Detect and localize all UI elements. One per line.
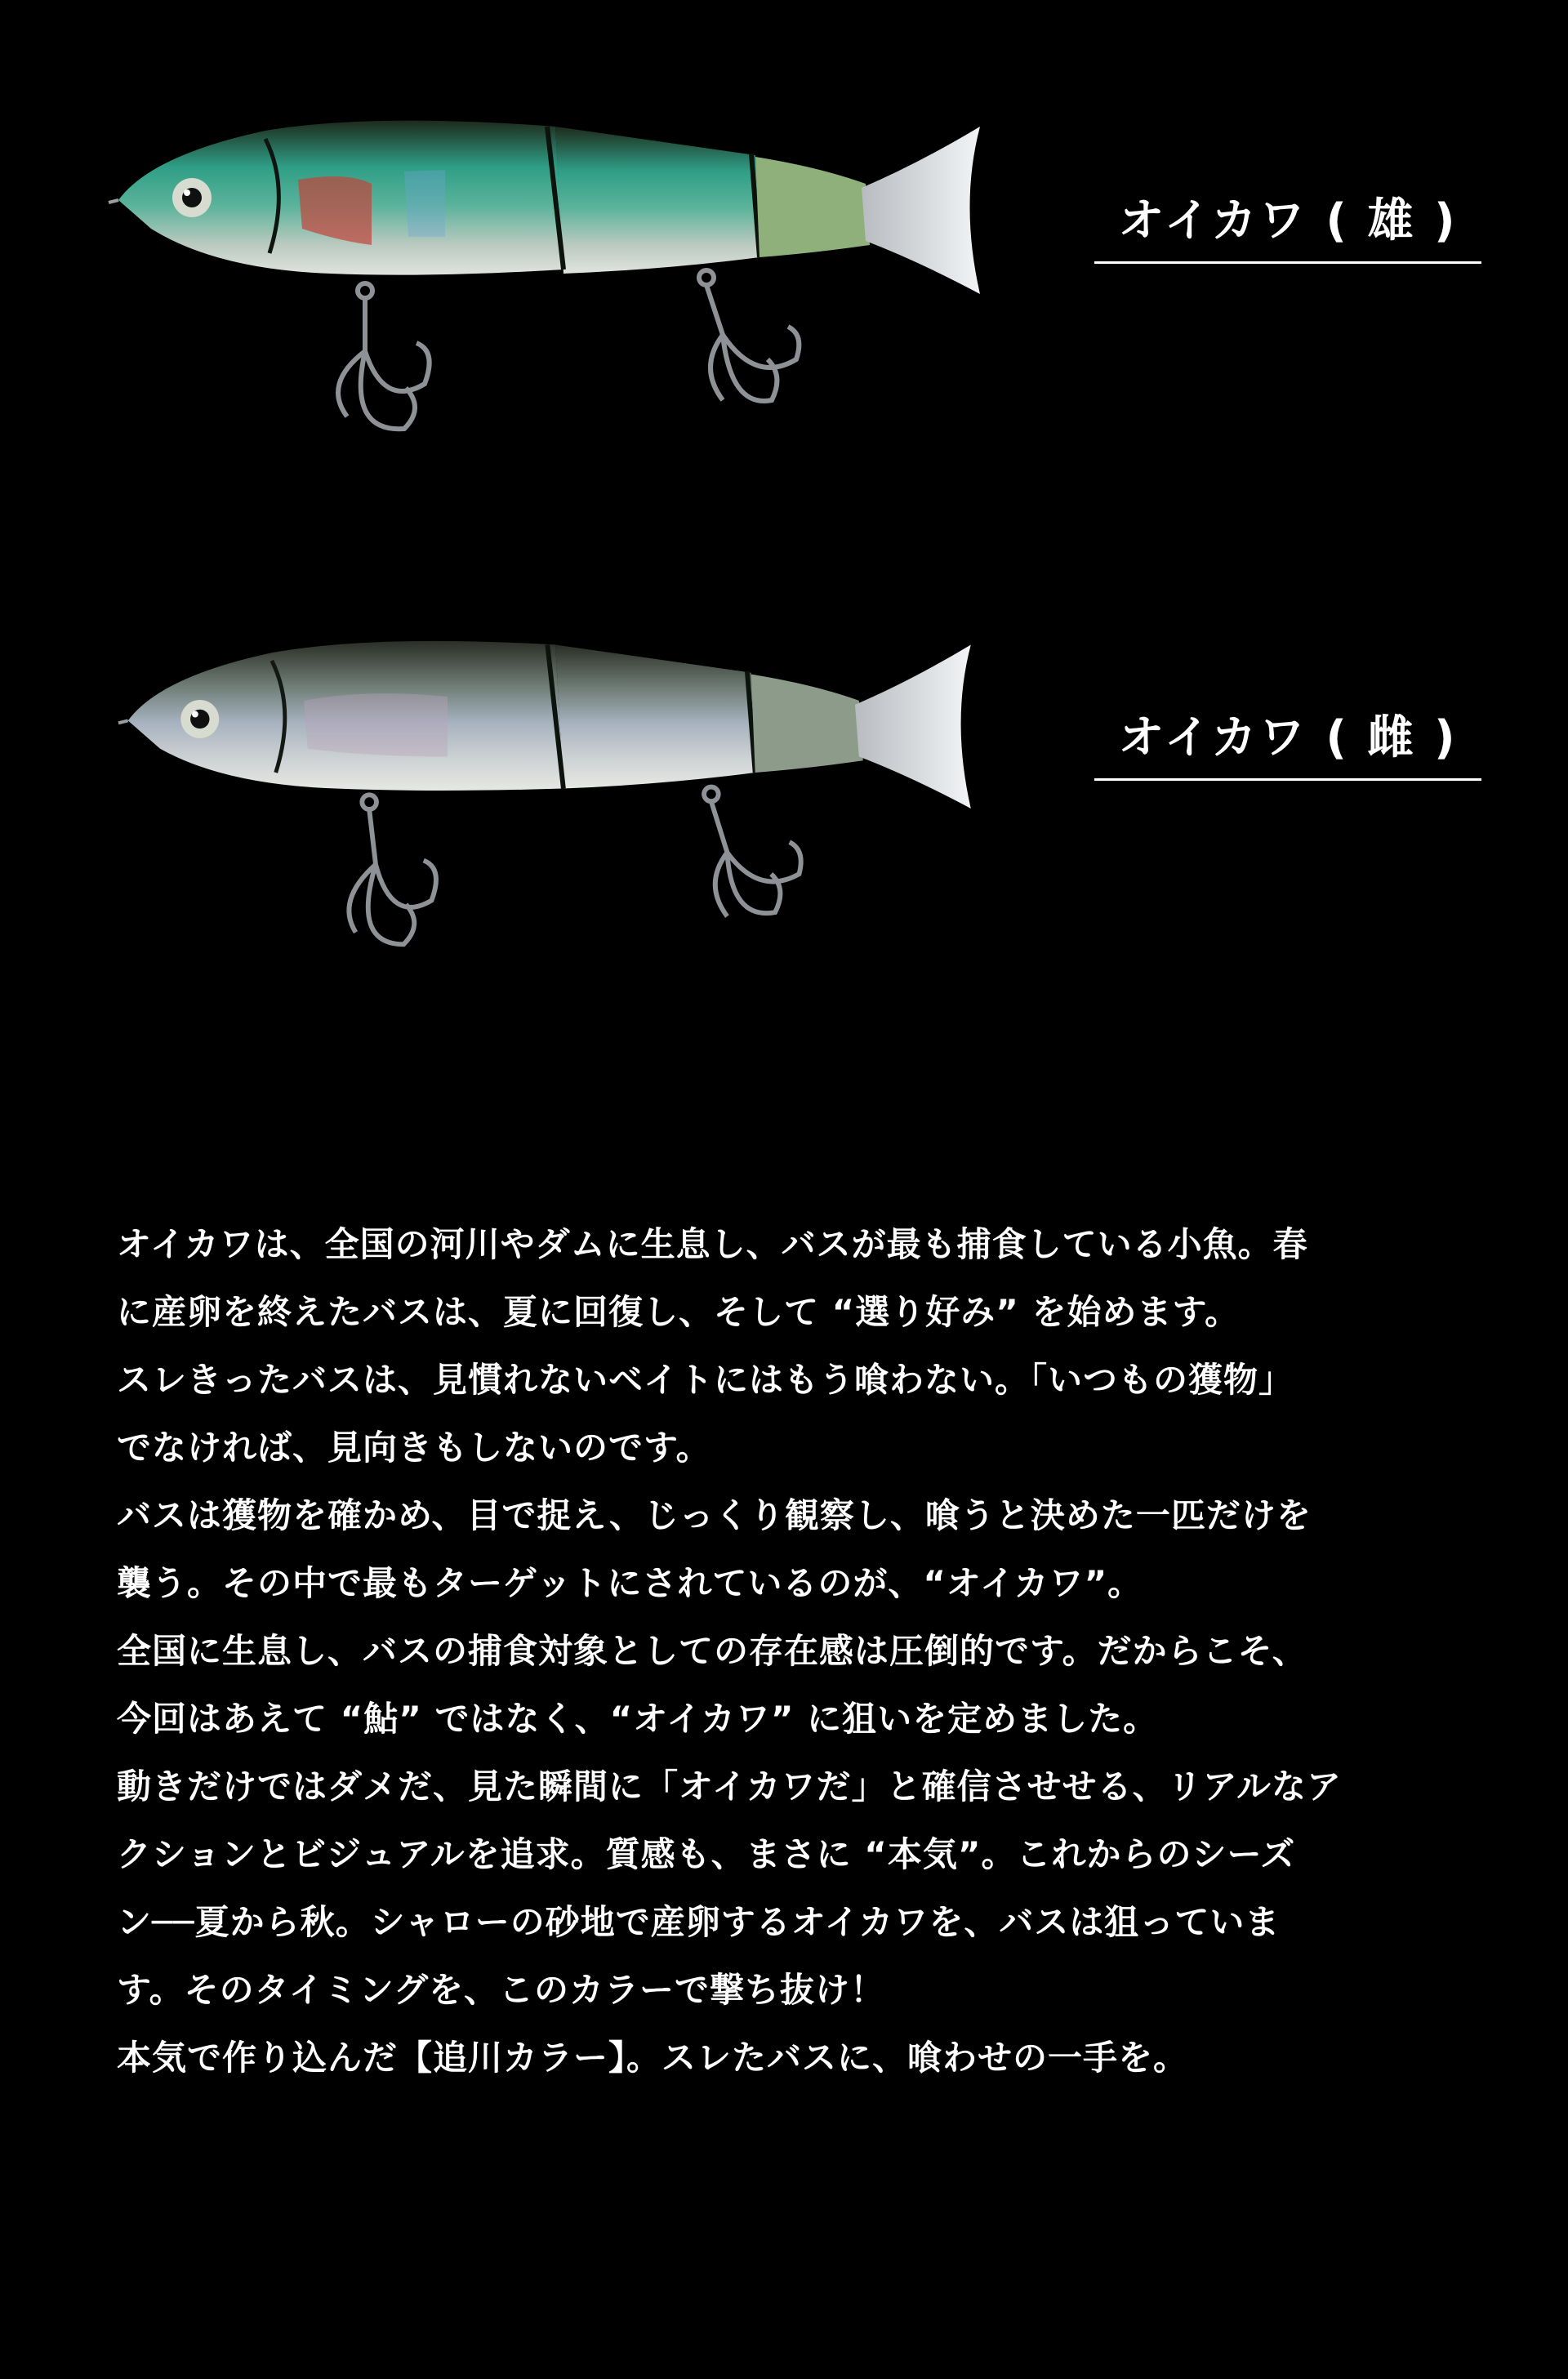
description-line: ン──夏から秋。シャローの砂地で産卵するオイカワを、バスは狙っていま	[117, 1902, 1281, 1942]
swimbait-lure-illustration	[102, 625, 1017, 992]
lure-tail-fin	[855, 644, 971, 809]
product-oikawa-female	[0, 625, 1568, 1000]
product-oikawa-male	[0, 106, 1568, 474]
lure-body-rear	[751, 675, 863, 773]
description-line: バスは獲物を確かめ、目で捉え、じっくり観察し、喰うと決めた一匹だけを	[117, 1495, 1312, 1535]
description-line: でなければ、見向きもしないのです。	[117, 1428, 711, 1468]
swimbait-lure-illustration	[102, 106, 1017, 474]
lure-image-female	[102, 625, 1017, 992]
lure-tail-fin	[862, 127, 980, 294]
description-line: クションとビジュアルを追求。質感も、まさに “本気”。これからのシーズ	[117, 1834, 1296, 1874]
color-name-label: オイカワ ( 雌 )	[1094, 713, 1481, 781]
description-line: に産卵を終えたバスは、夏に回復し、そして “選り好み” を始めます。	[117, 1292, 1241, 1332]
description-line: スレきったバスは、見慣れないベイトにはもう喰わない。「いつもの獲物」	[117, 1360, 1294, 1400]
description-line: 全国に生息し、バスの捕食対象としての存在感は圧倒的です。だからこそ、	[117, 1631, 1307, 1671]
description-line: 本気で作り込んだ【追川カラー】。スレたバスに、喰わせの一手を。	[117, 2038, 1189, 2078]
lure-body-rear	[755, 157, 870, 257]
description-line: す。そのタイミングを、このカラーで撃ち抜け！	[117, 1970, 885, 2010]
description-line: 襲う。その中で最もターゲットにされているのが、“オイカワ”。	[117, 1563, 1143, 1603]
description-line: 動きだけではダメだ、見た瞬間に「オイカワだ」と確信させせる、リアルなア	[117, 1766, 1342, 1807]
treble-hook-front	[349, 795, 436, 944]
color-name-label: オイカワ ( 雄 )	[1094, 196, 1481, 264]
treble-hook-front	[338, 283, 430, 429]
description-line: オイカワは、全国の河川やダムに生息し、バスが最も捕食している小魚。春	[117, 1224, 1308, 1264]
lure-image-male	[102, 106, 1017, 474]
treble-hook-rear	[699, 270, 799, 401]
description-line: 今回はあえて “鮎” ではなく、“オイカワ” に狙いを定めました。	[117, 1699, 1159, 1739]
treble-hook-rear	[704, 787, 801, 916]
lure-body-middle	[555, 644, 755, 788]
product-description	[117, 1210, 1464, 2092]
lure-body-middle	[555, 127, 760, 274]
